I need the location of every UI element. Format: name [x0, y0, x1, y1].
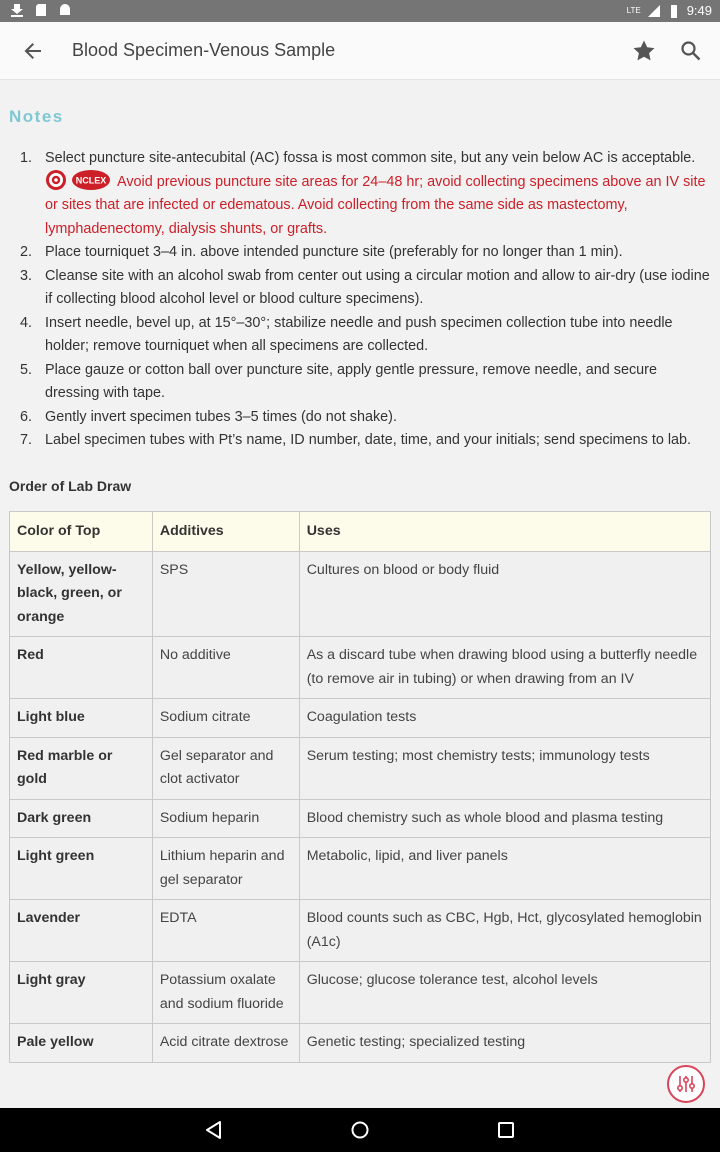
- table-cell: Gel separator and clot activator: [152, 737, 299, 799]
- table-header-row: [10, 512, 711, 552]
- system-nav-bar: [0, 1108, 720, 1152]
- steps-list: [20, 147, 715, 453]
- list-item: [20, 429, 715, 453]
- table-cell: Lithium heparin and gel separator: [152, 838, 299, 900]
- status-bar: [0, 0, 720, 22]
- sd-card-icon: [34, 3, 48, 17]
- table-cell: Blood counts such as CBC, Hgb, Hct, glycosylated hemoglobin (A1c): [299, 900, 710, 962]
- table-cell: Metabolic, lipid, and liver panels: [299, 838, 710, 900]
- step-number: 2.: [20, 244, 33, 260]
- step-text: Gently invert specimen tubes 3–5 times (do not shake).: [45, 408, 397, 425]
- table-cell: As a discard tube when drawing blood using a butterfly needle (to remove air in tubing) or when drawing from an IV: [299, 637, 710, 699]
- table-cell: Red marble or gold: [10, 737, 153, 799]
- step-text: Select puncture site-antecubital (AC) fossa is most common site, but any vein below AC is acceptable.: [45, 150, 696, 166]
- nav-home-icon[interactable]: [349, 1119, 371, 1141]
- step-number: 5.: [20, 361, 33, 378]
- content-area[interactable]: [0, 80, 720, 1108]
- table-cell: Lavender: [10, 900, 153, 962]
- table-row: [10, 838, 711, 900]
- step-number: 6.: [20, 408, 33, 425]
- table-cell: Sodium citrate: [152, 699, 299, 738]
- table-cell: Dark green: [10, 799, 153, 838]
- step-text: Cleanse site with an alcohol swab from center out using a circular motion and allow to air-dry (use iodine if collecting blood alcohol level or blood culture specimens).: [45, 267, 710, 307]
- table-row: [10, 699, 711, 738]
- clock: 9:49: [686, 3, 712, 18]
- table-cell: EDTA: [152, 900, 299, 962]
- step-text: Place tourniquet 3–4 in. above intended puncture site (preferably for no longer than 1 min).: [45, 244, 623, 260]
- table-cell: Sodium heparin: [152, 799, 299, 838]
- table-cell: No additive: [152, 637, 299, 699]
- table-cell: Light blue: [10, 699, 153, 738]
- step-text: Label specimen tubes with Pt’s name, ID number, date, time, and your initials; send specimens to lab.: [45, 432, 692, 448]
- table-cell: Light gray: [10, 962, 153, 1024]
- column-header: Uses: [299, 512, 710, 552]
- step-text: Place gauze or cotton ball over puncture site, apply gentle pressure, remove needle, and secure dressing with tape.: [45, 361, 657, 401]
- table-cell: Genetic testing; specialized testing: [299, 1024, 710, 1063]
- table-row: [10, 637, 711, 699]
- table-cell: Red: [10, 637, 153, 699]
- table-cell: Pale yellow: [10, 1024, 153, 1063]
- table-cell: Coagulation tests: [299, 699, 710, 738]
- arrow-back-icon[interactable]: [20, 38, 46, 64]
- list-item: [20, 147, 715, 241]
- table-row: [10, 799, 711, 838]
- table-cell: Potassium oxalate and sodium fluoride: [152, 962, 299, 1024]
- signal-icon: [647, 4, 661, 18]
- order-heading: Order of Lab Draw: [9, 478, 132, 494]
- table-cell: Acid citrate dextrose: [152, 1024, 299, 1063]
- lab-draw-table: [9, 511, 711, 1063]
- list-item: [20, 312, 715, 359]
- list-item: [20, 359, 715, 406]
- target-icon: [45, 169, 67, 191]
- warning-text: Avoid previous puncture site areas for 24–48 hr; avoid collecting specimens above an IV site or sites that are infected or edematous. Avoid collecting from the same side as mastectomy, lymphadenectomy, dialysis shunts, or grafts.: [45, 173, 706, 237]
- app-bar: [0, 22, 720, 80]
- table-cell: Glucose; glucose tolerance test, alcohol levels: [299, 962, 710, 1024]
- android-icon: [58, 3, 72, 17]
- column-header: Additives: [152, 512, 299, 552]
- nav-recents-icon[interactable]: [495, 1119, 517, 1141]
- page-title: Blood Specimen-Venous Sample: [72, 40, 336, 60]
- table-cell: Serum testing; most chemistry tests; immunology tests: [299, 737, 710, 799]
- table-row: [10, 737, 711, 799]
- notes-heading: Notes: [9, 107, 64, 126]
- table-cell: SPS: [152, 551, 299, 637]
- display-settings-button[interactable]: [667, 1065, 705, 1103]
- star-icon[interactable]: [631, 38, 657, 64]
- table-row: [10, 551, 711, 637]
- step-number: 1.: [20, 150, 33, 166]
- table-cell: Light green: [10, 838, 153, 900]
- nclex-badge-icon: [71, 169, 111, 191]
- list-item: [20, 265, 715, 312]
- list-item: [20, 406, 715, 430]
- sliders-icon: [669, 1067, 703, 1101]
- table-row: [10, 900, 711, 962]
- search-icon[interactable]: [680, 40, 702, 62]
- download-icon: [10, 3, 24, 17]
- network-type: LTE: [626, 6, 641, 15]
- table-cell: Cultures on blood or body fluid: [299, 551, 710, 637]
- nclex-label: NCLEX: [75, 175, 107, 186]
- step-number: 3.: [20, 267, 33, 284]
- battery-icon: [667, 4, 681, 18]
- table-cell: Yellow, yellow-black, green, or orange: [10, 551, 153, 637]
- table-row: [10, 962, 711, 1024]
- list-item: [20, 241, 715, 265]
- step-number: 7.: [20, 432, 33, 448]
- nav-back-icon[interactable]: [203, 1119, 225, 1141]
- table-cell: Blood chemistry such as whole blood and plasma testing: [299, 799, 710, 838]
- step-text: Insert needle, bevel up, at 15°–30°; stabilize needle and push specimen collection tube into needle holder; remove tourniquet when all specimens are collected.: [45, 314, 673, 354]
- column-header: Color of Top: [10, 512, 153, 552]
- table-row: [10, 1024, 711, 1063]
- step-number: 4.: [20, 314, 33, 331]
